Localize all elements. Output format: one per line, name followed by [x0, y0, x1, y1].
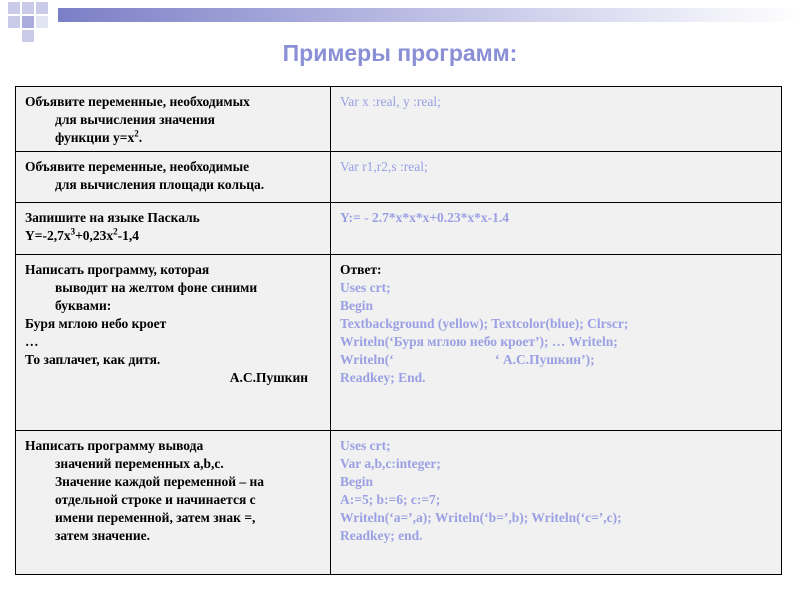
- examples-table: [15, 86, 782, 575]
- code-cell: Var r1,r2,s :real;: [331, 152, 782, 203]
- table-row: [16, 87, 782, 152]
- equation: $Y=-2,7x^3+0,23x^2-1,4$: [25, 226, 140, 243]
- code-cell: Uses crt; Var a,b,c:integer; Begin A:=5; b:=6; c:=7; Writeln(‘a=’,a); Writeln(‘b=’,b); Writeln(‘c=’,c); Readkey; end.: [331, 431, 782, 575]
- table-row: [16, 152, 782, 203]
- table-row: [16, 255, 782, 431]
- code-cell: Y:= - 2.7*x*x*x+0.23*x*x-1.4: [331, 203, 782, 255]
- task-cell: Написать программу вывода значений переменных a,b,c. Значение каждой переменной – на отдельной строке и начинается с имени переменной, затем знак =, затем значение.: [16, 431, 331, 575]
- task-cell: Запишите на языке Паскаль $Y=-2,7x^3+0,23x^2-1,4$: [16, 203, 331, 255]
- table-row: [16, 203, 782, 255]
- task-cell: Объявите переменные, необходимые для вычисления площади кольца.: [16, 152, 331, 203]
- page-title: Примеры программ:: [282, 40, 518, 66]
- code-cell: Ответ: Uses crt; Begin Textbackground (yellow); Textcolor(blue); Clrscr; Writeln(‘Буря мглою небо кроет’); … Writeln; Writeln(‘ ‘ А.С.Пушкин’); Readkey; End.: [331, 255, 782, 431]
- function-formula: функции $y=x^2$.: [55, 128, 143, 145]
- header-bar: [58, 8, 800, 22]
- task-cell: Объявите переменные, необходимых для вычисления значения функции $y=x^2$.: [16, 87, 331, 152]
- table-row: [16, 431, 782, 575]
- code-cell: Var x :real, y :real;: [331, 87, 782, 152]
- task-cell: Написать программу, которая выводит на желтом фоне синими буквами: Буря мглою небо кроет … То заплачет, как дитя. А.С.Пушкин: [16, 255, 331, 431]
